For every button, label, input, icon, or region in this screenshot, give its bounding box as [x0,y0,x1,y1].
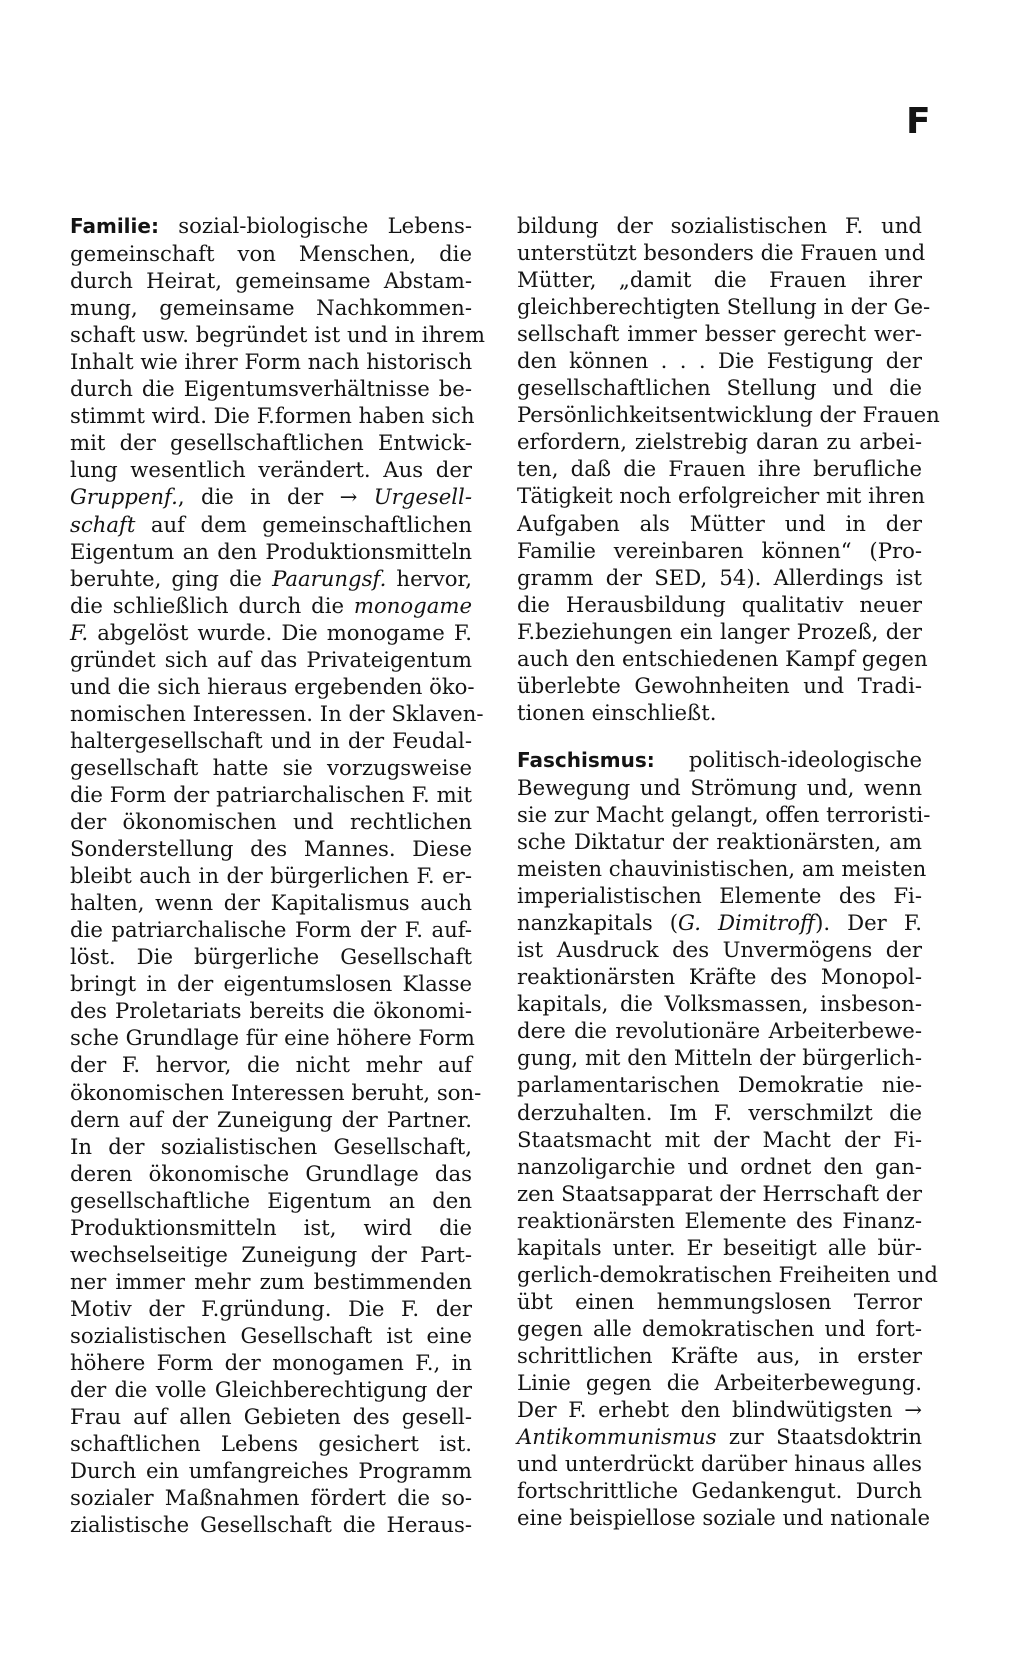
text-line [70,889,472,916]
text-line [517,239,926,266]
text-run: schaftlichen Lebens gesichert ist. [70,1431,472,1457]
text-line [517,963,922,990]
text-line [70,700,484,727]
text-line [517,482,925,509]
text-run: gramm der SED, 54). Allerdings ist [517,564,922,590]
text-line [70,321,485,348]
italic-reference: Antikommunismus [517,1424,717,1450]
text-line [517,1126,922,1153]
text-run: gegen alle demokratischen und fort- [517,1315,922,1341]
italic-reference: → Urgesell- [339,484,472,510]
right-column [517,212,940,1531]
text-run: imperialistischen Elemente des Fi- [517,883,922,909]
text-line [70,348,472,375]
text-run: auch den entschiedenen Kampf gegen [517,645,928,671]
text-run: Persönlichkeitsentwicklung der Frauen [517,402,940,428]
text-line [517,1477,922,1504]
text-run: Sonderstellung des Mannes. Diese [70,836,472,862]
text-line [517,374,922,401]
text-run: Tätigkeit noch erfolgreicher mit ihren [517,483,925,509]
text-run: Inhalt wie ihrer Form nach historisch [70,349,473,375]
text-run: gesellschaftliche Eigentum an den [70,1187,472,1213]
text-line [70,1376,472,1403]
text-line [70,1160,472,1187]
text-line [70,1133,472,1160]
text-line [517,293,931,320]
text-run: ). Der F. [815,910,922,936]
text-line [70,267,472,294]
text-line [517,1071,922,1098]
text-run: nomischen Interessen. In der Sklaven- [70,700,484,726]
text-line [70,538,472,565]
text-line [517,1396,922,1423]
text-run: bildung der sozialistischen F. und [517,213,922,238]
text-run: schrittlichen Kräfte aus, in erster [517,1342,922,1368]
text-line [70,1268,472,1295]
text-line [517,1342,922,1369]
text-run: Produktionsmitteln ist, wird die [70,1214,472,1240]
text-line [517,591,922,618]
text-line [517,909,922,936]
left-column [70,212,485,1538]
text-line [70,619,472,646]
text-line [70,1511,472,1538]
text-run: des Proletariats bereits die ökonomi- [70,998,472,1024]
text-line [517,699,922,726]
text-line [517,672,922,699]
text-line [517,347,922,374]
text-run: Frau auf allen Gebieten des gesell- [70,1404,472,1430]
text-line [517,1504,931,1531]
text-run: die patriarchalische Form der F. auf- [70,917,472,943]
text-run: bleibt auch in der bürgerlichen F. er- [70,863,472,889]
text-line [70,1430,472,1457]
entry-separator [517,726,922,746]
text-run: sozialer Maßnahmen fördert die so- [70,1485,472,1511]
text-run: Familie vereinbaren können“ (Pro- [517,537,922,563]
text-run: Linie gegen die Arbeiterbewegung. [517,1369,922,1395]
text-line [70,1322,472,1349]
text-run: erfordern, zielstrebig daran zu arbei- [517,429,922,455]
text-run: sie zur Macht gelangt, offen terroristi- [517,801,931,827]
text-line [70,511,472,538]
text-run: ökonomischen Interessen beruht, son- [70,1079,482,1105]
text-line [70,429,472,456]
text-run: nanzoligarchie und ordnet den gan- [517,1153,922,1179]
text-line [70,1484,472,1511]
text-run: die Form der patriarchalischen F. mit [70,781,472,807]
text-run: gleichberechtigten Stellung in der Ge- [517,294,931,320]
italic-reference: monogame [353,592,472,618]
text-run: und die sich hieraus ergebenden öko- [70,673,475,699]
text-line [70,1214,472,1241]
text-line [70,1051,472,1078]
text-run: Eigentum an den Produktionsmitteln [70,538,472,564]
text-run: parlamentarischen Demokratie nie- [517,1072,922,1098]
text-line [70,456,472,483]
text-line [517,1044,922,1071]
italic-reference: Gruppenf. [70,484,178,510]
text-run: Bewegung und Strömung und, wenn [517,774,922,800]
text-run: der ökonomischen und rechtlichen [70,809,472,835]
text-run: die Herausbildung qualitativ neuer [517,591,922,617]
text-run: In der sozialistischen Gesellschaft, [70,1133,472,1159]
text-line [70,1079,482,1106]
text-line [70,835,472,862]
text-line [70,1241,472,1268]
text-run: wechselseitige Zuneigung der Part- [70,1241,472,1267]
text-line [70,781,472,808]
text-line [517,1450,922,1477]
text-line [70,375,472,402]
text-run: Aufgaben als Mütter und in der [517,510,922,536]
text-line [70,1024,475,1051]
text-run: zialistische Gesellschaft die Heraus- [70,1512,472,1538]
text-run: dere die revolutionäre Arbeiterbewe- [517,1018,922,1044]
cross-reference-arrow: → [904,1397,922,1423]
text-run: tionen einschließt. [517,699,717,725]
text-run: meisten chauvinistischen, am meisten [517,856,927,882]
text-run: fortschrittliche Gedankengut. Durch [517,1478,922,1504]
text-run: , die in der [177,484,340,510]
text-line [70,943,472,970]
text-line [517,510,922,537]
text-run: Staatsmacht mit der Macht der Fi- [517,1126,922,1152]
text-line [70,402,475,429]
text-line [517,1207,922,1234]
text-line [517,401,940,428]
text-run: derzuhalten. Im F. verschmilzt die [517,1099,922,1125]
text-run: zur Staatsdoktrin [716,1424,922,1450]
text-run: stimmt wird. Die F.formen haben sich [70,403,475,429]
text-line [70,1403,472,1430]
italic-reference: F. [70,619,89,645]
text-line [517,828,922,855]
text-line [70,294,472,321]
text-line [70,483,472,510]
text-line [70,646,472,673]
text-line [70,970,472,997]
text-line [70,673,475,700]
text-line [70,212,472,240]
text-run: reaktionärsten Elemente des Finanz- [517,1207,922,1233]
text-line [517,1288,922,1315]
text-line [517,882,922,909]
text-run: sche Grundlage für eine höhere Form [70,1025,475,1051]
text-line [517,1423,922,1450]
text-line [517,1099,922,1126]
text-run: gesellschaft hatte sie vorzugsweise [70,754,472,780]
text-line [517,645,928,672]
section-letter: F [906,101,931,142]
italic-reference: G. Dimitroff [678,910,816,936]
text-run: die schließlich durch die [70,592,354,618]
text-line [517,537,922,564]
text-run: auf dem gemeinschaftlichen [135,511,472,537]
text-line [517,455,922,482]
text-line [517,618,922,645]
text-line [517,266,922,293]
text-line [517,564,922,591]
entry-headword: Faschismus: [517,747,655,772]
text-run: haltergesellschaft und in der Feudal- [70,727,472,753]
text-line [517,1017,922,1044]
text-run: übt einen hemmungslosen Terror [517,1288,922,1314]
text-run: schaft usw. begründet ist und in ihrem [70,322,485,348]
text-line [70,862,472,889]
text-line [70,727,472,754]
text-line [517,320,922,347]
text-line [70,754,472,781]
italic-reference: Paarungsf. [272,565,387,591]
text-line [70,1457,472,1484]
text-line [517,801,931,828]
text-run: den können . . . Die Festigung der [517,348,922,374]
text-run: ner immer mehr zum bestimmenden [70,1268,472,1294]
text-run: hervor, [386,565,472,591]
text-line [517,1180,922,1207]
text-run: sozialistischen Gesellschaft ist eine [70,1322,472,1348]
text-run: dern auf der Zuneigung der Partner. [70,1106,472,1132]
text-run: Mütter, „damit die Frauen ihrer [517,267,922,293]
text-run: der F. hervor, die nicht mehr auf [70,1052,472,1078]
text-line [70,997,472,1024]
text-line [517,212,922,239]
text-run: sche Diktatur der reaktionärsten, am [517,829,922,855]
text-run: beruhte, ging die [70,565,273,591]
italic-reference: schaft [70,511,136,537]
text-line [517,746,922,774]
text-run: lung wesentlich verändert. Aus der [70,457,472,483]
text-line [70,808,472,835]
text-line [517,1153,922,1180]
text-run: bringt in der eigentumslosen Klasse [70,971,472,997]
text-run: eine beispiellose soziale und nationale [517,1505,931,1531]
text-line [517,774,922,801]
text-run: Der F. erhebt den blindwütigsten [517,1397,905,1423]
text-line [70,1106,472,1133]
text-line [517,1234,922,1261]
text-run: gung, mit den Mitteln der bürgerlich- [517,1045,922,1071]
text-run: Durch ein umfangreiches Programm [70,1458,472,1484]
text-line [517,855,927,882]
text-run: nanzkapitals ( [517,910,679,936]
text-line [70,240,472,267]
text-line [70,1349,472,1376]
text-run: gerlich-demokratischen Freiheiten und [517,1261,938,1287]
text-run: ten, daß die Frauen ihre berufliche [517,456,922,482]
text-run: unterstützt besonders die Frauen und [517,240,926,266]
text-run: zen Staatsapparat der Herrschaft der [517,1180,922,1206]
text-run: überlebte Gewohnheiten und Tradi- [517,672,922,698]
text-line [70,592,472,619]
text-run: halten, wenn der Kapitalismus auch [70,890,472,916]
text-run: der die volle Gleichberechtigung der [70,1377,472,1403]
text-run: mung, gemeinsame Nachkommen- [70,295,472,321]
entry-headword: Familie: [70,214,159,238]
text-run: Motiv der F.gründung. Die F. der [70,1295,472,1321]
text-line [517,990,922,1017]
text-run: höhere Form der monogamen F., in [70,1349,472,1375]
text-run: politisch-ideologische [654,746,922,772]
text-run: abgelöst wurde. Die monogame F. [88,619,472,645]
text-line [70,1295,472,1322]
text-run: und unterdrückt darüber hinaus alles [517,1451,922,1477]
text-run: gemeinschaft von Menschen, die [70,241,472,267]
text-line [517,1369,922,1396]
text-run: ist Ausdruck des Unvermögens der [517,937,922,963]
text-line [517,1261,938,1288]
text-run: reaktionärsten Kräfte des Monopol- [517,964,922,990]
text-run: gesellschaftlichen Stellung und die [517,375,922,401]
text-run: kapitals, die Volksmassen, insbeson- [517,991,922,1017]
text-run: deren ökonomische Grundlage das [70,1160,472,1186]
text-run: mit der gesellschaftlichen Entwick- [70,430,472,456]
text-line [70,916,472,943]
text-run: F.beziehungen ein langer Prozeß, der [517,618,922,644]
text-line [70,565,472,592]
text-run: sozial-biologische Lebens- [158,213,472,238]
text-line [70,1187,472,1214]
text-line [517,936,922,963]
text-run: kapitals unter. Er beseitigt alle bür- [517,1234,922,1260]
text-run: durch die Eigentumsverhältnisse be- [70,376,472,402]
text-run: gründet sich auf das Privateigentum [70,646,472,672]
text-run: sellschaft immer besser gerecht wer- [517,321,922,347]
text-run: löst. Die bürgerliche Gesellschaft [70,944,472,970]
text-line [517,1315,922,1342]
text-run: durch Heirat, gemeinsame Abstam- [70,268,472,294]
text-line [517,428,922,455]
